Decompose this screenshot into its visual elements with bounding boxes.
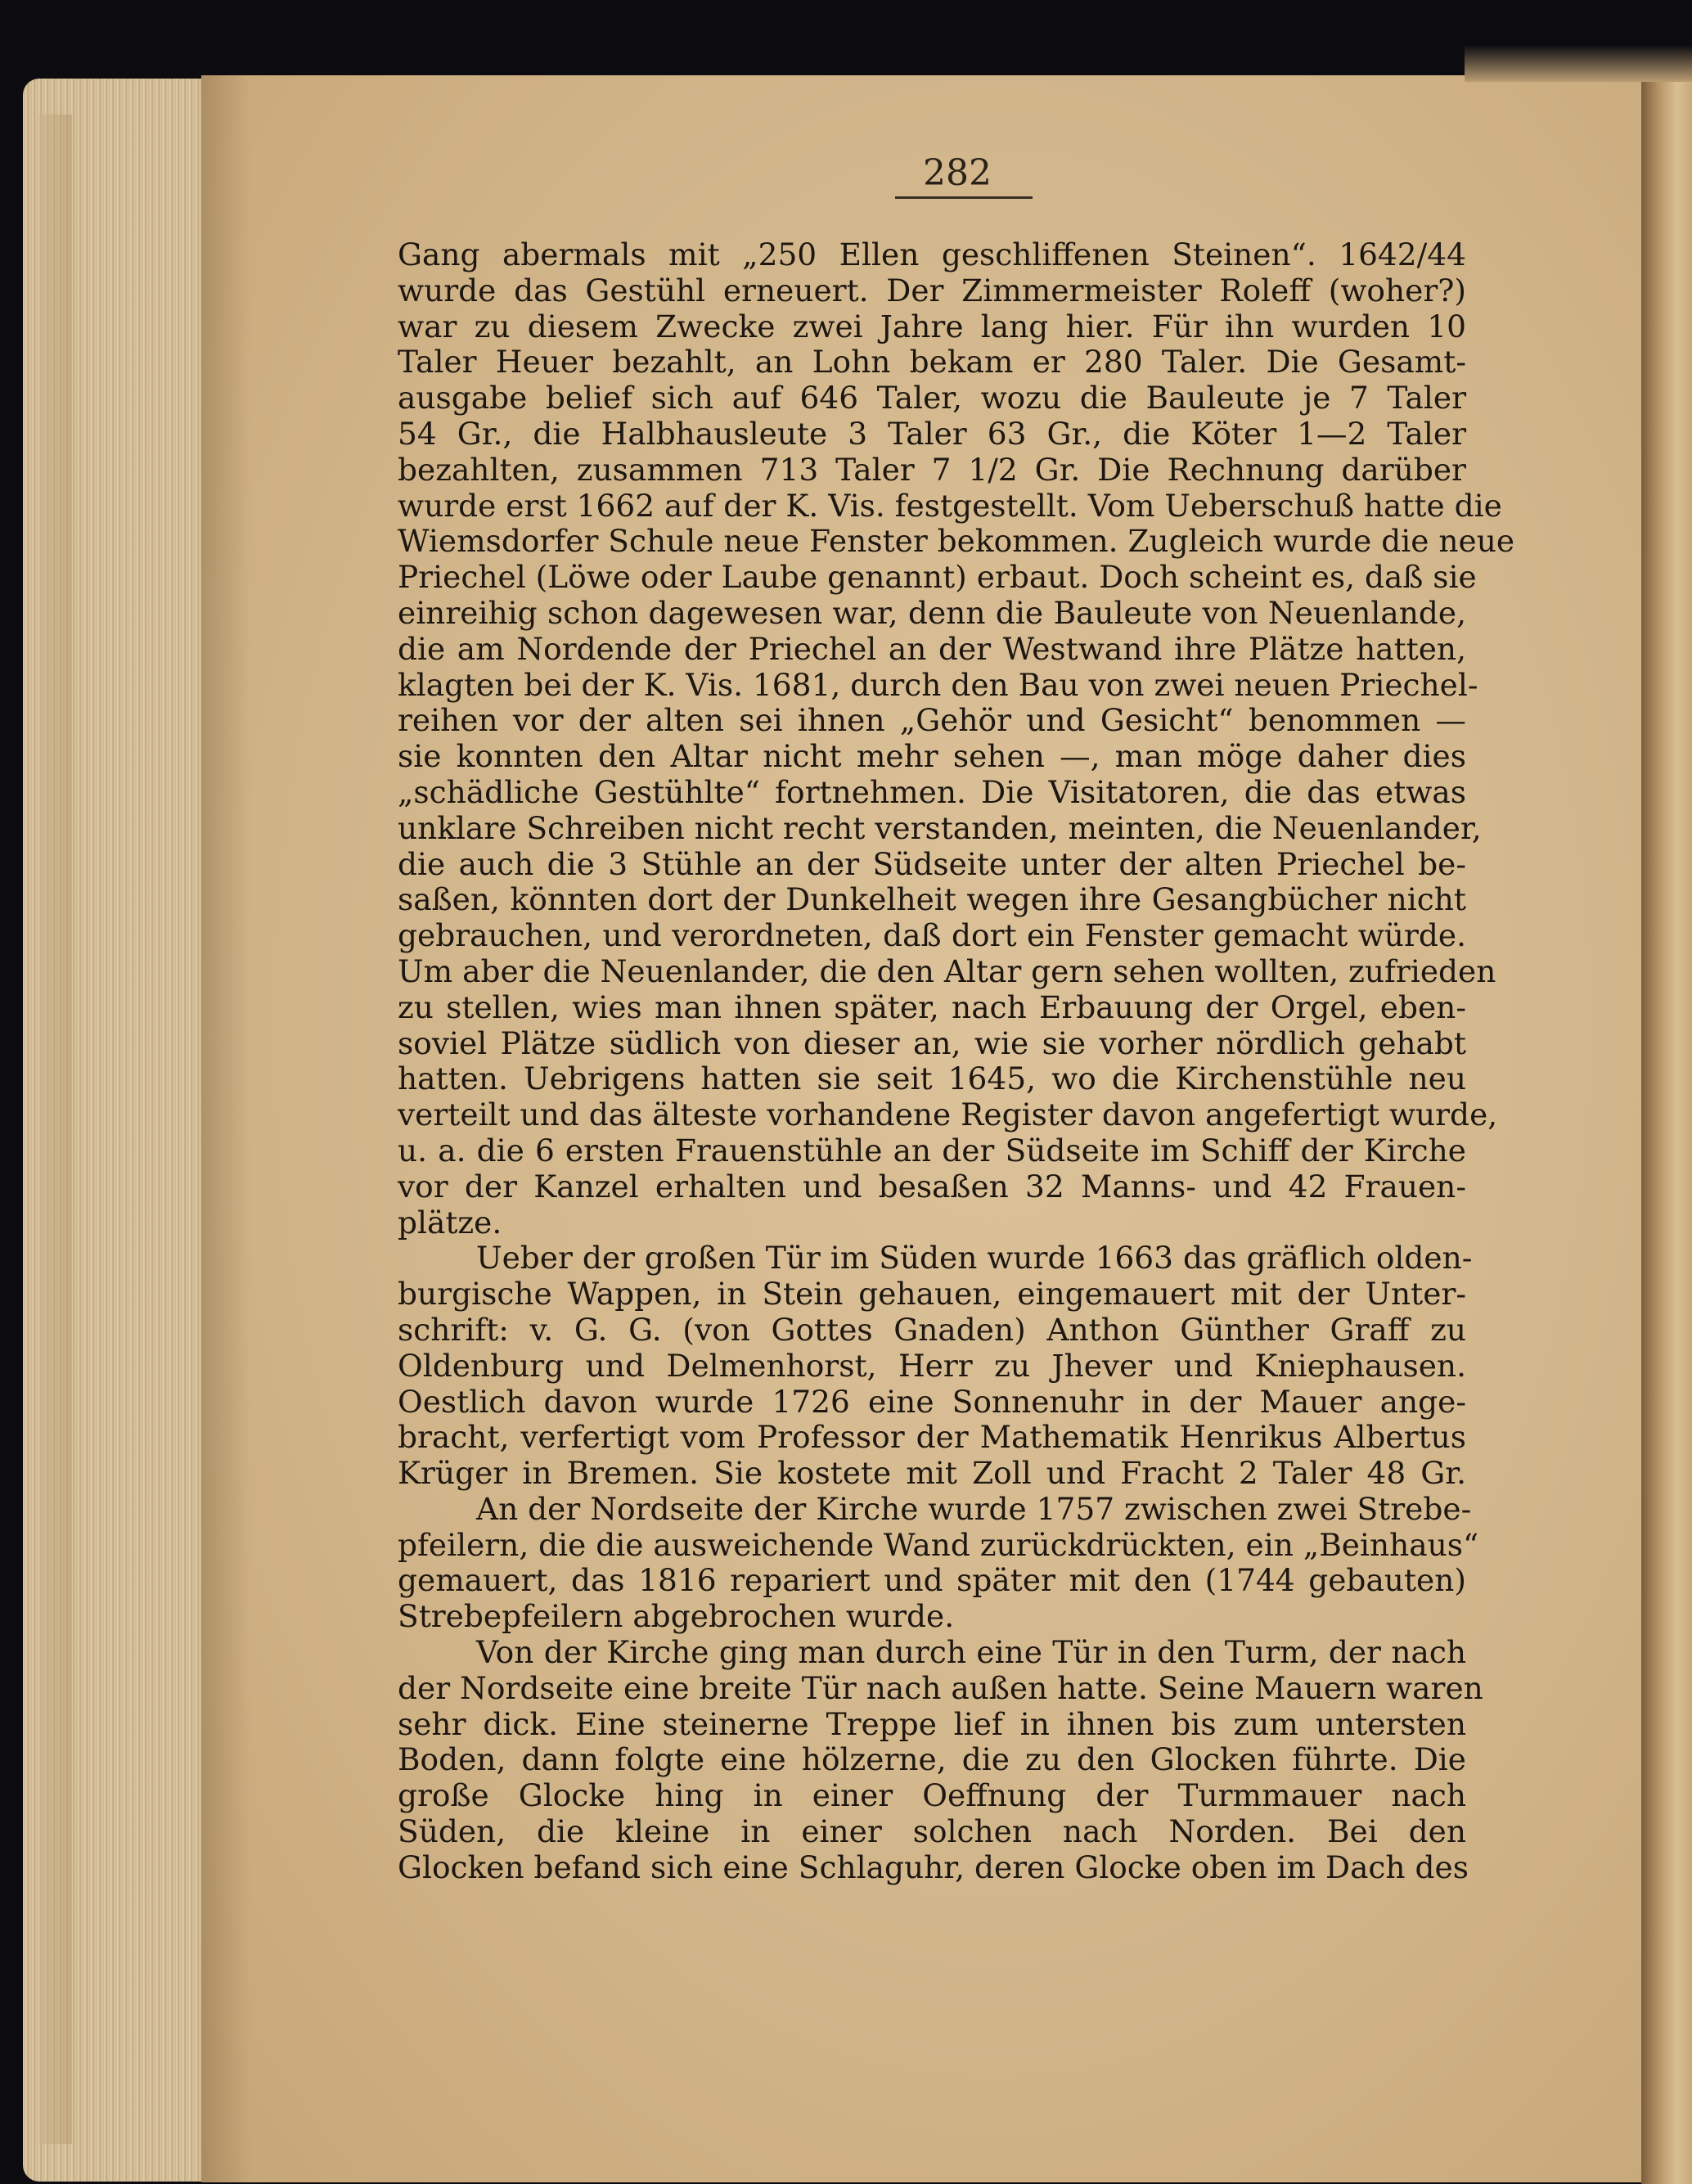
text-line: Von der Kirche ging man durch eine Tür in den Turm, der nach (476, 1634, 1466, 1671)
page-shadow (201, 75, 250, 2182)
text-line: zu stellen, wies man ihnen später, nach Erbauung der Orgel, eben- (398, 988, 1466, 1025)
text-line: An der Nordseite der Kirche wurde 1757 zwischen zwei Strebe- (476, 1490, 1472, 1527)
text-line: Ueber der großen Tür im Süden wurde 1663 das gräflich olden- (476, 1240, 1473, 1277)
text-line: gebrauchen, und verordneten, daß dort ein Fenster gemacht würde. (398, 917, 1466, 954)
body-text (398, 236, 1515, 1886)
text-line: einreihig schon dagewesen war, denn die Bauleute von Neuenlande, (398, 594, 1466, 631)
text-line: Oestlich davon wurde 1726 eine Sonnenuhr in der Mauer ange- (398, 1383, 1466, 1420)
text-line: die auch die 3 Stühle an der Südseite unter der alten Priechel be- (398, 845, 1466, 882)
text-line: sie konnten den Altar nicht mehr sehen —, man möge daher dies (398, 738, 1466, 775)
page-number-rule (895, 196, 1033, 199)
text-line: Oldenburg und Delmenhorst, Herr zu Jhever und Kniephausen. (398, 1347, 1466, 1384)
text-line: reihen vor der alten sei ihnen „Gehör und Gesicht“ benommen — (398, 702, 1466, 739)
text-line: klagten bei der K. Vis. 1681, durch den Bau von zwei neuen Priechel- (398, 666, 1478, 703)
text-line: u. a. die 6 ersten Frauenstühle an der Südseite im Schiff der Kirche (398, 1132, 1466, 1169)
text-line: burgische Wappen, in Stein gehauen, eingemauert mit der Unter- (398, 1276, 1466, 1313)
book-edge-shadow (39, 115, 72, 2144)
text-line: Wiemsdorfer Schule neue Fenster bekommen. Zugleich wurde die neue (398, 523, 1515, 560)
text-line: ausgabe belief sich auf 646 Taler, wozu die Bauleute je 7 Taler (398, 380, 1466, 417)
page-corner (1465, 0, 1692, 82)
text-line: war zu diesem Zwecke zwei Jahre lang hier. Für ihn wurden 10 (398, 308, 1466, 344)
book-gutter (1641, 74, 1692, 2184)
text-line: soviel Plätze südlich von dieser an, wie sie vorher nördlich gehabt (398, 1024, 1466, 1061)
text-line: pfeilern, die die ausweichende Wand zurückdrückten, ein „Beinhaus“ (398, 1526, 1479, 1563)
text-line: Glocken befand sich eine Schlaguhr, deren Glocke oben im Dach des (398, 1849, 1469, 1885)
text-line: Priechel (Löwe oder Laube genannt) erbaut. Doch scheint es, daß sie (398, 559, 1477, 596)
text-line: gemauert, das 1816 repariert und später mit den (1744 gebauten) (398, 1562, 1466, 1599)
text-line: bezahlten, zusammen 713 Taler 7 1/2 Gr. Die Rechnung darüber (398, 451, 1466, 488)
text-line: Boden, dann folgte eine hölzerne, die zu den Glocken führte. Die (398, 1741, 1466, 1778)
text-line: Gang abermals mit „250 Ellen geschliffenen Steinen“. 1642/44 (398, 236, 1466, 272)
text-line: wurde das Gestühl erneuert. Der Zimmermeister Roleff (woher?) (398, 272, 1466, 308)
text-line: hatten. Uebrigens hatten sie seit 1645, wo die Kirchenstühle neu (398, 1060, 1466, 1097)
text-line: unklare Schreiben nicht recht verstanden, meinten, die Neuenlander, (398, 809, 1482, 846)
text-line: Strebepfeilern abgebrochen wurde. (398, 1598, 955, 1635)
text-line: Süden, die kleine in einer solchen nach Norden. Bei den (398, 1813, 1466, 1850)
text-line: die am Nordende der Priechel an der Westwand ihre Plätze hatten, (398, 630, 1466, 667)
text-line: wurde erst 1662 auf der K. Vis. festgestellt. Vom Ueberschuß hatte die (398, 487, 1502, 524)
text-line: verteilt und das älteste vorhandene Register davon angefertigt wurde, (398, 1097, 1498, 1133)
text-line: 54 Gr., die Halbhausleute 3 Taler 63 Gr., die Köter 1—2 Taler (398, 415, 1466, 452)
text-line: Krüger in Bremen. Sie kostete mit Zoll und Fracht 2 Taler 48 Gr. (398, 1455, 1466, 1492)
text-line: bracht, verfertigt vom Professor der Mathematik Henrikus Albertus (398, 1419, 1466, 1456)
text-line: Taler Heuer bezahlt, an Lohn bekam er 280 Taler. Die Gesamt- (398, 344, 1466, 381)
text-line: große Glocke hing in einer Oeffnung der Turmmauer nach (398, 1777, 1466, 1814)
page-number: 282 (923, 152, 992, 194)
text-line: sehr dick. Eine steinerne Treppe lief in ihnen bis zum untersten (398, 1705, 1466, 1742)
text-line: plätze. (398, 1204, 502, 1241)
text-line: der Nordseite eine breite Tür nach außen hatte. Seine Mauern waren (398, 1669, 1483, 1706)
text-line: vor der Kanzel erhalten und besaßen 32 Manns- und 42 Frauen- (398, 1168, 1466, 1205)
text-line: schrift: v. G. G. (von Gottes Gnaden) Anthon Günther Graff zu (398, 1311, 1466, 1348)
text-line: Um aber die Neuenlander, die den Altar gern sehen wollten, zufrieden (398, 952, 1496, 989)
text-line: saßen, könnten dort der Dunkelheit wegen ihre Gesangbücher nicht (398, 881, 1466, 918)
text-line: „schädliche Gestühlte“ fortnehmen. Die Visitatoren, die das etwas (398, 773, 1466, 810)
